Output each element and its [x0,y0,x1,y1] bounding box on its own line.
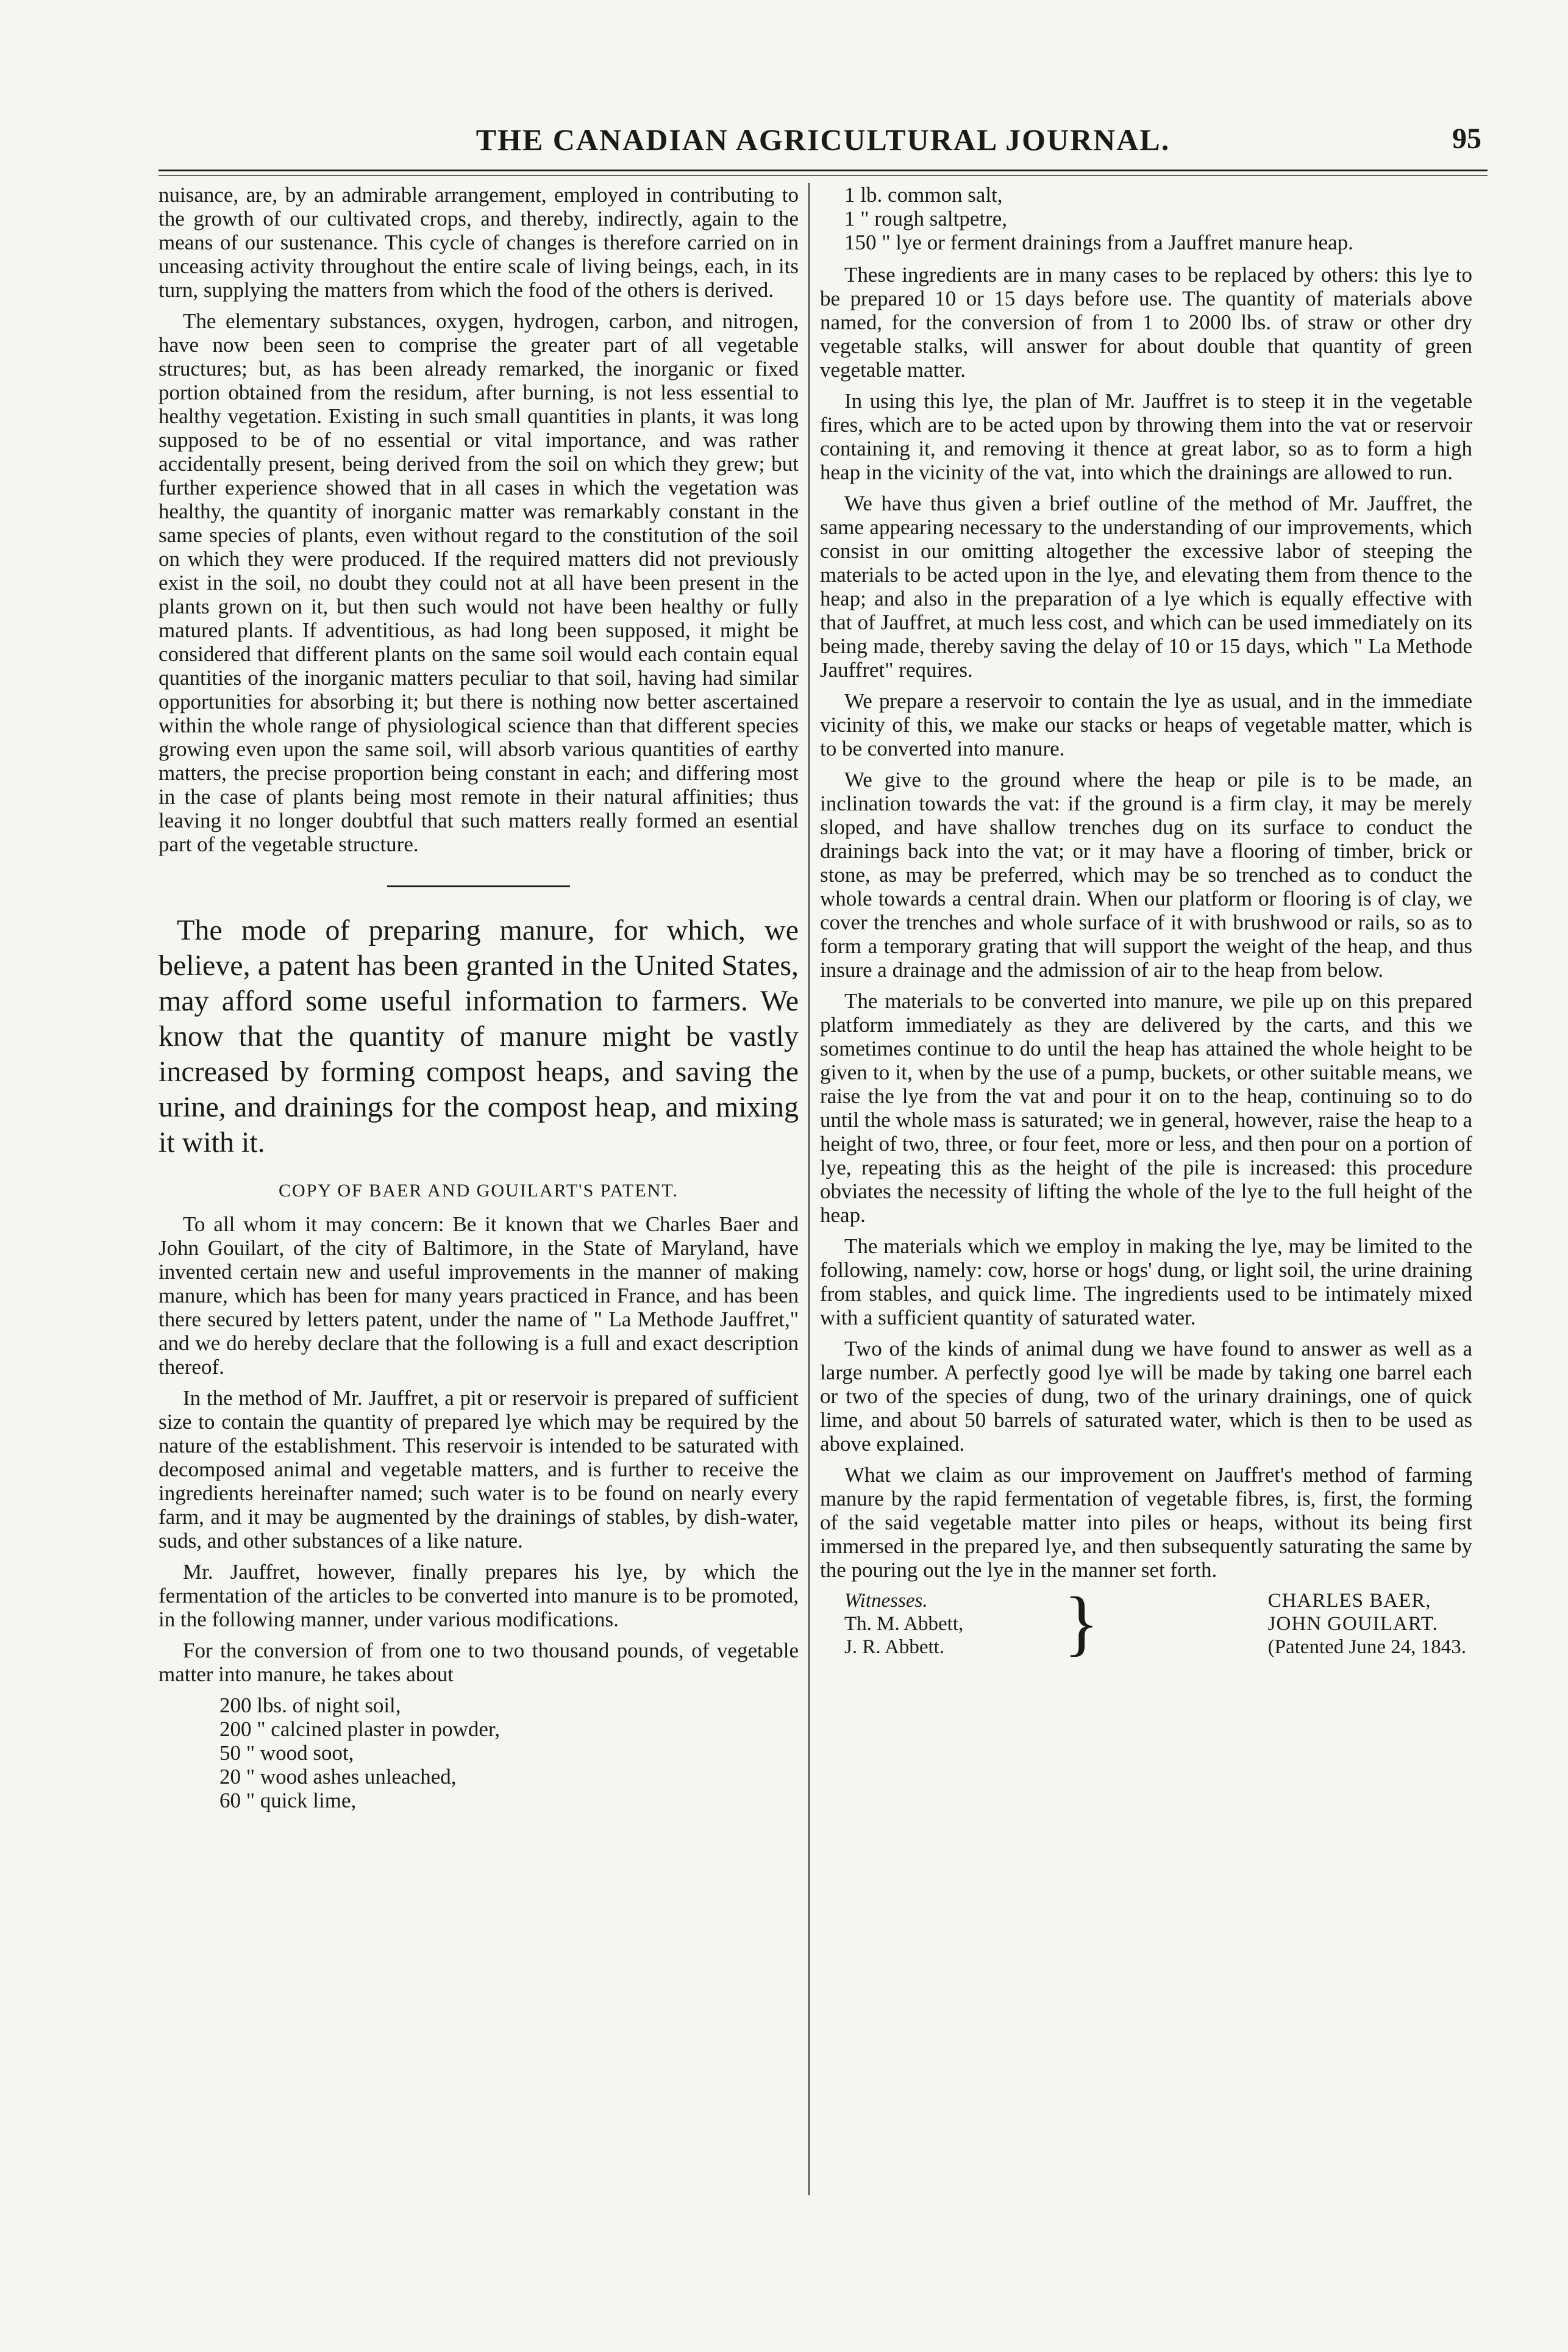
section-rule [387,885,570,887]
signer-name: CHARLES BAER, [1267,1590,1431,1612]
paragraph: Mr. Jauffret, however, finally prepares his lye, by which the fermentation of the articles to be converted into manure is to be promoted, in the following manner, under various modifications. [159,1560,799,1631]
paragraph: The materials to be converted into manure, we pile up on this prepared platform immediately as they are delivered by the carts, and this we sometimes continue to do until the heap has attained the whole height to be given to it, when by the use of a pump, buckets, or other suitable means, we raise the lye from the vat and pour it on to the heap, continuing so to do until the whole mass is saturated; we in general, however, raise the heap to a height of two, three, or four feet, more or less, and then pour on a portion of lye, repeating this as the height of the pile is increased: this procedure obviates the necessity of lifting the whole of the lye to the full height of the heap. [820,989,1472,1227]
paragraph: We give to the ground where the heap or pile is to be made, an inclination towards the vat: if the ground is a firm clay, it may be merely sloped, and have shallow trenches dug on its surface to conduct the drainings back into the vat; or it may have a flooring of timber, brick or stone, as may be preferred, which may be so trenched as to conduct the whole towards a central drain. When our platform or flooring is of clay, we cover the trenches and whole surface of it with brushwood or rails, so as to form a temporary grating that will support the weight of the heap, and thus insure a drainage and the admission of air to the heap from below. [820,768,1472,982]
paragraph: What we claim as our improvement on Jauffret's method of farming manure by the rapid fermentation of vegetable fibres, is, first, the forming of the said vegetable matter into piles or heaps, without its being first immersed in the prepared lye, and then subsequently saturating the same by the pouring out the lye in the manner set forth. [820,1463,1472,1582]
paragraph: nuisance, are, by an admirable arrangement, employed in contributing to the growth of our cultivated crops, and thereby, indirectly, again to the means of our sustenance. This cycle of changes is therefore carried on in unceasing activity throughout the entire scale of living beings, each, in its turn, supplying the matters from which the food of the others is derived. [159,183,799,302]
witness-name: Th. M. Abbett, [844,1613,964,1635]
ingredient-list [820,183,1472,254]
witness-name: J. R. Abbett. [844,1636,945,1658]
patent-date: (Patented June 24, 1843. [1267,1636,1466,1658]
list-item: 200 " calcined plaster in powder, [219,1717,500,1741]
witnesses-label: Witnesses. [844,1590,928,1612]
right-column [820,183,1472,1668]
paragraph: The elementary substances, oxygen, hydrogen, carbon, and nitrogen, have now been seen to comprise the greater part of all vegetable structures; but, as has been already remarked, the inorganic or fixed portion obtained from the residum, after burning, is not less essential to healthy vegetation. Existing in such small quantities in plants, it was long supposed to be of no essential or vital importance, and was rather accidentally present, being derived from the soil on which they grew; but further experience showed that in all cases in which the vegetation was healthy, the quantity of inorganic matter was remarkably constant in the same species of plants, even without regard to the constitution of the soil on which they were produced. If the required matters did not previously exist in the soil, no doubt they could not at all have been present in the plants grown on it, but then such would not have been healthy or fully matured plants. If adventitious, as had long been supposed, it might be considered that different plants on the same soil would each contain equal quantities of the inorganic matters peculiar to that soil, having had similar opportunities for absorbing it; but there is nothing now better ascertained within the whole range of physiological science than that different species growing even upon the same soil, will absorb various quantities of earthy matters, the precise proportion being constant in each; and differing most in the case of plants being most remote in their natural affinities; thus leaving it no longer doubtful that such matters really formed an esential part of the vegetable structure. [159,309,799,856]
signer-name: JOHN GOUILART. [1267,1613,1438,1635]
list-item: 1 lb. common salt, [844,183,1003,207]
page-header [165,110,1481,165]
witnesses-block [844,1589,963,1659]
left-column [159,183,799,1821]
list-item: 20 " wood ashes unleached, [219,1765,457,1789]
list-item: 60 " quick lime, [219,1789,357,1812]
signers-block [1268,1589,1466,1659]
paragraph: These ingredients are in many cases to be replaced by others: this lye to be prepared 10 or 15 days before use. The quantity of materials above named, for the conversion of from 1 to 2000 lbs. of straw or other dry vegetable stalks, will answer for about double that quantity of green vegetable matter. [820,263,1472,382]
paragraph: Two of the kinds of animal dung we have found to answer as well as a large number. A perfectly good lye will be made by taking one barrel each or two of the species of dung, two of the urinary drainings, one of quick lime, and about 50 barrels of saturated water, which is then to be used as above explained. [820,1337,1472,1456]
brace-glyph: } [1064,1582,1099,1663]
paragraph: The materials which we employ in making the lye, may be limited to the following, namely: cow, horse or hogs' dung, or light soil, the urine draining from stables, and quick lime. The ingredients used to be intimately mixed with a sufficient quantity of saturated water. [820,1234,1472,1329]
paragraph: In using this lye, the plan of Mr. Jauffret is to steep it in the vegetable fires, which are to be acted upon by throwing them into the vat or reservoir containing it, and removing it thence at great labor, so as to form a high heap in the vicinity of the vat, into which the drainings are allowed to run. [820,389,1472,484]
paragraph: In the method of Mr. Jauffret, a pit or reservoir is prepared of sufficient size to contain the quantity of prepared lye which may be required by the nature of the establishment. This reservoir is intended to be saturated with decomposed animal and vegetable matters, and is further to receive the ingredients hereinafter named; such water is to be found on nearly every farm, and it may be augmented by the drainings of stables, by dish-water, suds, and other substances of a like nature. [159,1386,799,1553]
column-divider [808,183,810,2195]
paragraph: We prepare a reservoir to contain the lye as usual, and in the immediate vicinity of this, we make our stacks or heaps of vegetable matter, which is to be converted into manure. [820,689,1472,760]
paragraph: For the conversion of from one to two thousand pounds, of vegetable matter into manure, he takes about [159,1639,799,1686]
signature-block [820,1582,1472,1668]
list-item: 50 " wood soot, [219,1741,354,1765]
list-item: 1 " rough saltpetre, [844,207,1007,231]
paragraph: We have thus given a brief outline of the method of Mr. Jauffret, the same appearing necessary to the understanding of our improvements, which consist in our omitting altogether the excessive labor of steeping the materials to be acted upon in the lye, and elevating them from thence to the heap; and also in the preparation of a lye which is equally effective with that of Jauffret, at much less cost, and which can be used immediately on its being made, thereby saving the delay of 10 or 15 days, which " La Methode Jauffret" requires. [820,491,1472,682]
list-item: 150 " lye or ferment drainings from a Jauffret manure heap. [844,231,1353,254]
page-number: 95 [1452,123,1481,155]
patent-heading: COPY OF BAER AND GOUILART'S PATENT. [279,1181,679,1201]
list-item: 200 lbs. of night soil, [219,1693,401,1717]
paragraph: To all whom it may concern: Be it known that we Charles Baer and John Gouilart, of the city of Baltimore, in the State of Maryland, have invented certain new and useful improvements in the manner of making manure, which has been for many years practiced in France, and has been there secured by letters patent, under the name of " La Methode Jauffret," and we do hereby declare that the following is a full and exact description thereof. [159,1212,799,1379]
running-title: THE CANADIAN AGRICULTURAL JOURNAL. [476,123,1171,157]
ingredient-list [159,1693,799,1812]
header-rule [159,170,1488,176]
intro-paragraph: The mode of preparing manure, for which, we believe, a patent has been granted in the United States, may afford some useful information to farmers. We know that the quantity of manure might be vastly increased by forming compost heaps, and saving the urine, and drainings for the compost heap, and mixing it with it. [159,914,799,1159]
